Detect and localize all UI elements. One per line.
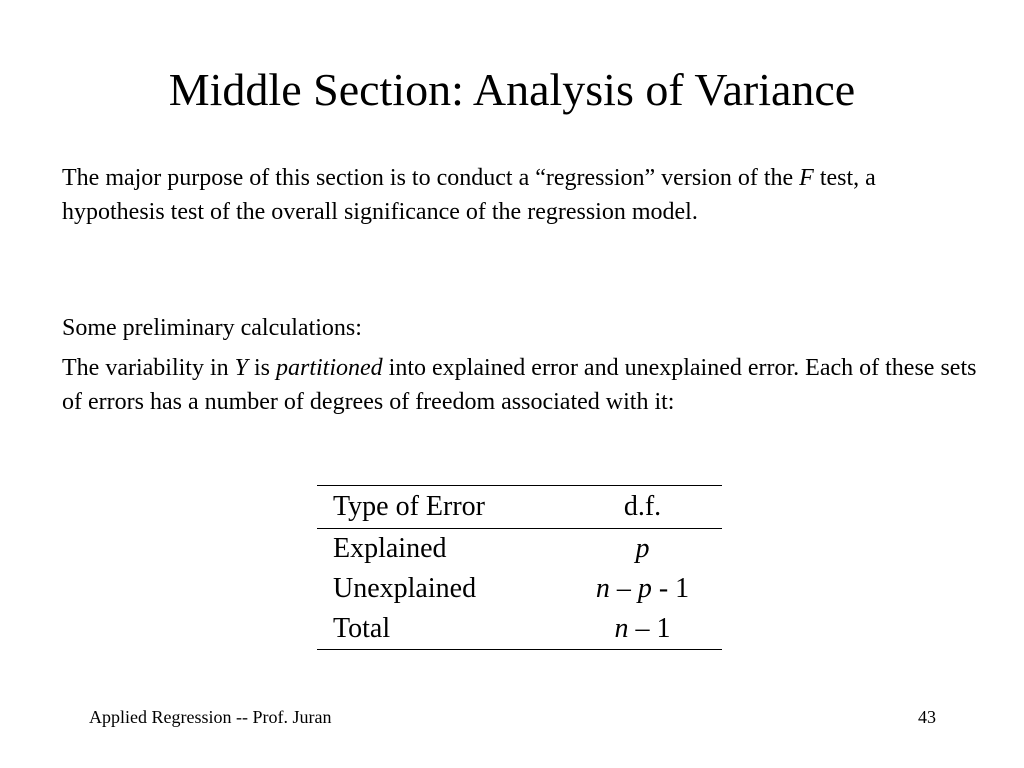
df-cell [563, 529, 722, 570]
header-df: d.f. [623, 491, 662, 522]
preliminary-calculations-text: Some preliminary calculations: [62, 315, 362, 341]
table-row [317, 609, 722, 650]
f-symbol: F [799, 165, 814, 191]
header-type-of-error: Type of Error [333, 491, 485, 522]
df-term: – 1 [628, 613, 671, 644]
table-row [317, 569, 722, 609]
table-header-row [317, 486, 722, 529]
degrees-of-freedom-table [317, 485, 722, 650]
purpose-text-end: test, a hypothesis test of the overall significance of the regression model. [62, 165, 876, 225]
slide-title: Middle Section: Analysis of Variance [168, 64, 856, 115]
partitioned-word: partitioned [276, 355, 383, 381]
page-number: 43 [918, 707, 936, 727]
df-term: p [635, 533, 650, 564]
variability-text-2: is [247, 355, 276, 381]
variability-paragraph [62, 351, 982, 419]
df-term: - 1 [651, 573, 690, 604]
variability-text-1: The variability in [62, 355, 235, 381]
variability-text-3: into explained error and unexplained error. Each of these sets of errors has a number of degrees of freedom associated with it: [62, 355, 977, 415]
error-type-cell: Total [333, 613, 391, 644]
y-symbol: Y [234, 355, 248, 381]
df-term: p [637, 573, 652, 604]
df-term: n [595, 573, 610, 604]
purpose-paragraph [62, 161, 982, 229]
df-cell [563, 569, 722, 609]
error-type-cell: Unexplained [333, 573, 477, 604]
df-term: – [609, 573, 638, 604]
table-row [317, 529, 722, 570]
df-term: n [614, 613, 629, 644]
df-cell [563, 609, 722, 650]
purpose-text-start: The major purpose of this section is to conduct a “regression” version of the [62, 165, 800, 191]
error-type-cell: Explained [333, 533, 447, 564]
footer-course: Applied Regression -- Prof. Juran [89, 707, 332, 727]
